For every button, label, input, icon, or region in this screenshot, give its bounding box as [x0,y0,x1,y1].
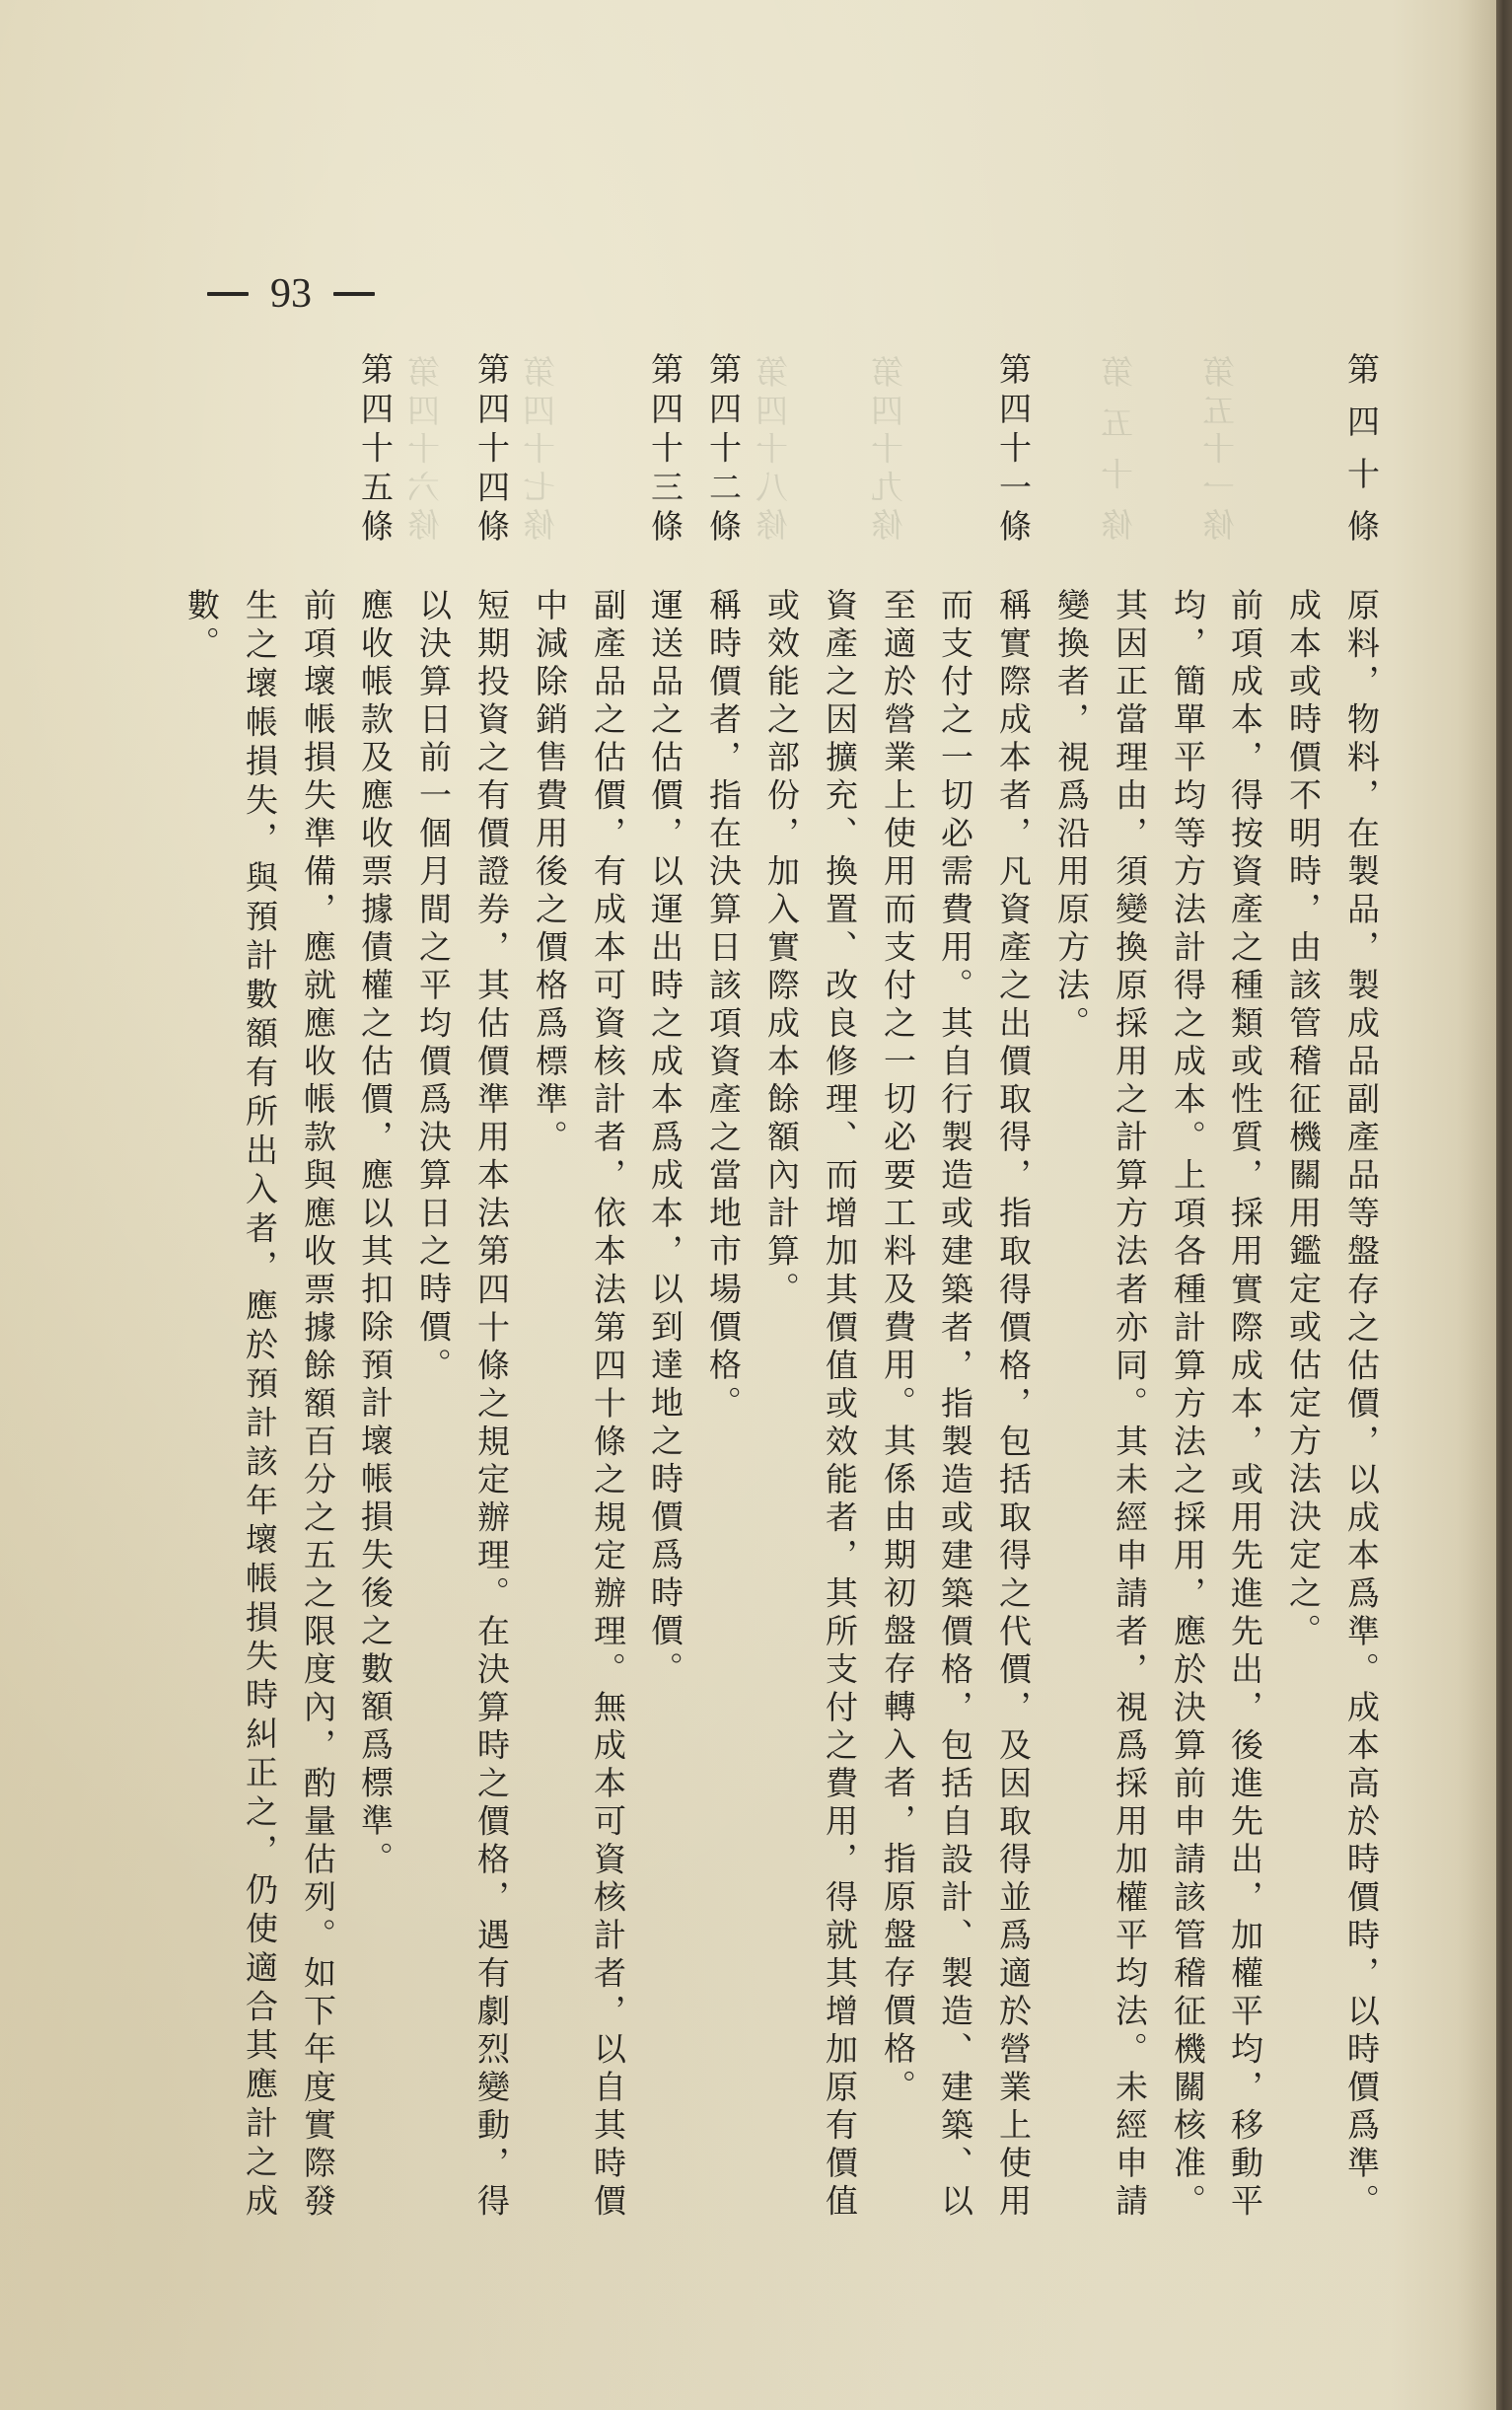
text-line: 或效能之部份，加入實際成本餘額內計算。 [762,588,801,1310]
text-line: 應收帳款及應收票據債權之估價，應以其扣除預計壞帳損失後之數額爲標準。 [356,588,395,1879]
dash-right [333,292,375,296]
dash-left [207,292,249,296]
text-line: 前項成本，得按資產之種類或性質，採用實際成本，或用先進先出，後進先出，加權平均，移動平 [1226,588,1264,2222]
page-number-value: 93 [270,271,312,317]
bleed-through-heading: 第四十七條 [522,355,560,541]
book-binding-edge [1496,0,1512,2410]
page-number [207,266,375,322]
article-heading: 第四十五條 [356,352,395,542]
article-heading: 第四十條 [1342,352,1381,542]
text-line: 原料，物料，在製品，製成品副產品等盤存之估價，以成本爲準。成本高於時價時，以時價爲準。 [1342,588,1381,2222]
page-edge-shadow [1457,0,1496,2410]
text-line: 中減除銷售費用後之價格爲標準。 [531,588,569,1158]
bleed-through-heading: 第五十條 [1100,355,1138,541]
text-line: 而支付之一切必需費用。其自行製造或建築者，指製造或建築價格，包括自設計、製造、建築、以 [936,588,974,2222]
text-line: 數。 [182,588,221,664]
text-line: 其因正當理由，須變換原採用之計算方法者亦同。其未經申請者，視爲採用加權平均法。未經申請 [1111,588,1149,2222]
text-line: 前項壞帳損失準備，應就應收帳款與應收票據餘額百分之五之限度內，酌量估列。如下年度實際發 [299,588,337,2222]
text-line: 稱時價者，指在決算日該項資產之當地市場價格。 [704,588,743,1424]
text-line: 變換者，視爲沿用原方法。 [1052,588,1091,1044]
article-heading: 第四十一條 [994,352,1033,542]
text-line: 運送品之估價，以運出時之成本爲成本，以到達地之時價爲時價。 [646,588,684,1690]
bleed-through-heading: 第四十九條 [870,355,908,541]
text-line: 至適於營業上使用而支付之一切必要工料及費用。其係由期初盤存轉入者，指原盤存價格。 [879,588,917,2107]
text-line: 生之壞帳損失，與預計數額有所出入者，應於預計該年壞帳損失時糾正之，仍使適合其應計之成 [241,588,279,2222]
article-heading: 第四十二條 [704,352,743,542]
text-line: 短期投資之有價證券，其估價準用本法第四十條之規定辦理。在決算時之價格，遇有劇烈變動，得 [472,588,511,2222]
text-line: 以決算日前一個月間之平均價爲決算日之時價。 [414,588,453,1386]
bleed-through-heading: 第五十一條 [1201,355,1240,541]
bleed-through-heading: 第四十六條 [406,355,445,541]
bleed-through-heading: 第四十八條 [755,355,793,541]
article-heading: 第四十三條 [646,352,684,542]
article-heading: 第四十四條 [472,352,511,542]
text-line: 副產品之估價，有成本可資核計者，依本法第四十條之規定辦理。無成本可資核計者，以自其時價 [589,588,627,2222]
text-line: 資產之因擴充、換置、改良修理、而增加其價值或效能者，其所支付之費用，得就其增加原有價值 [821,588,859,2222]
text-line: 稱實際成本者，凡資產之出價取得，指取得價格，包括取得之代價，及因取得並爲適於營業上使用 [994,588,1033,2222]
text-line: 成本或時價不明時，由該管稽征機關用鑑定或估定方法決定之。 [1284,588,1323,1651]
text-line: 均，簡單平均等方法計得之成本。上項各種計算方法之採用，應於決算前申請該管稽征機關核准。 [1169,588,1207,2222]
